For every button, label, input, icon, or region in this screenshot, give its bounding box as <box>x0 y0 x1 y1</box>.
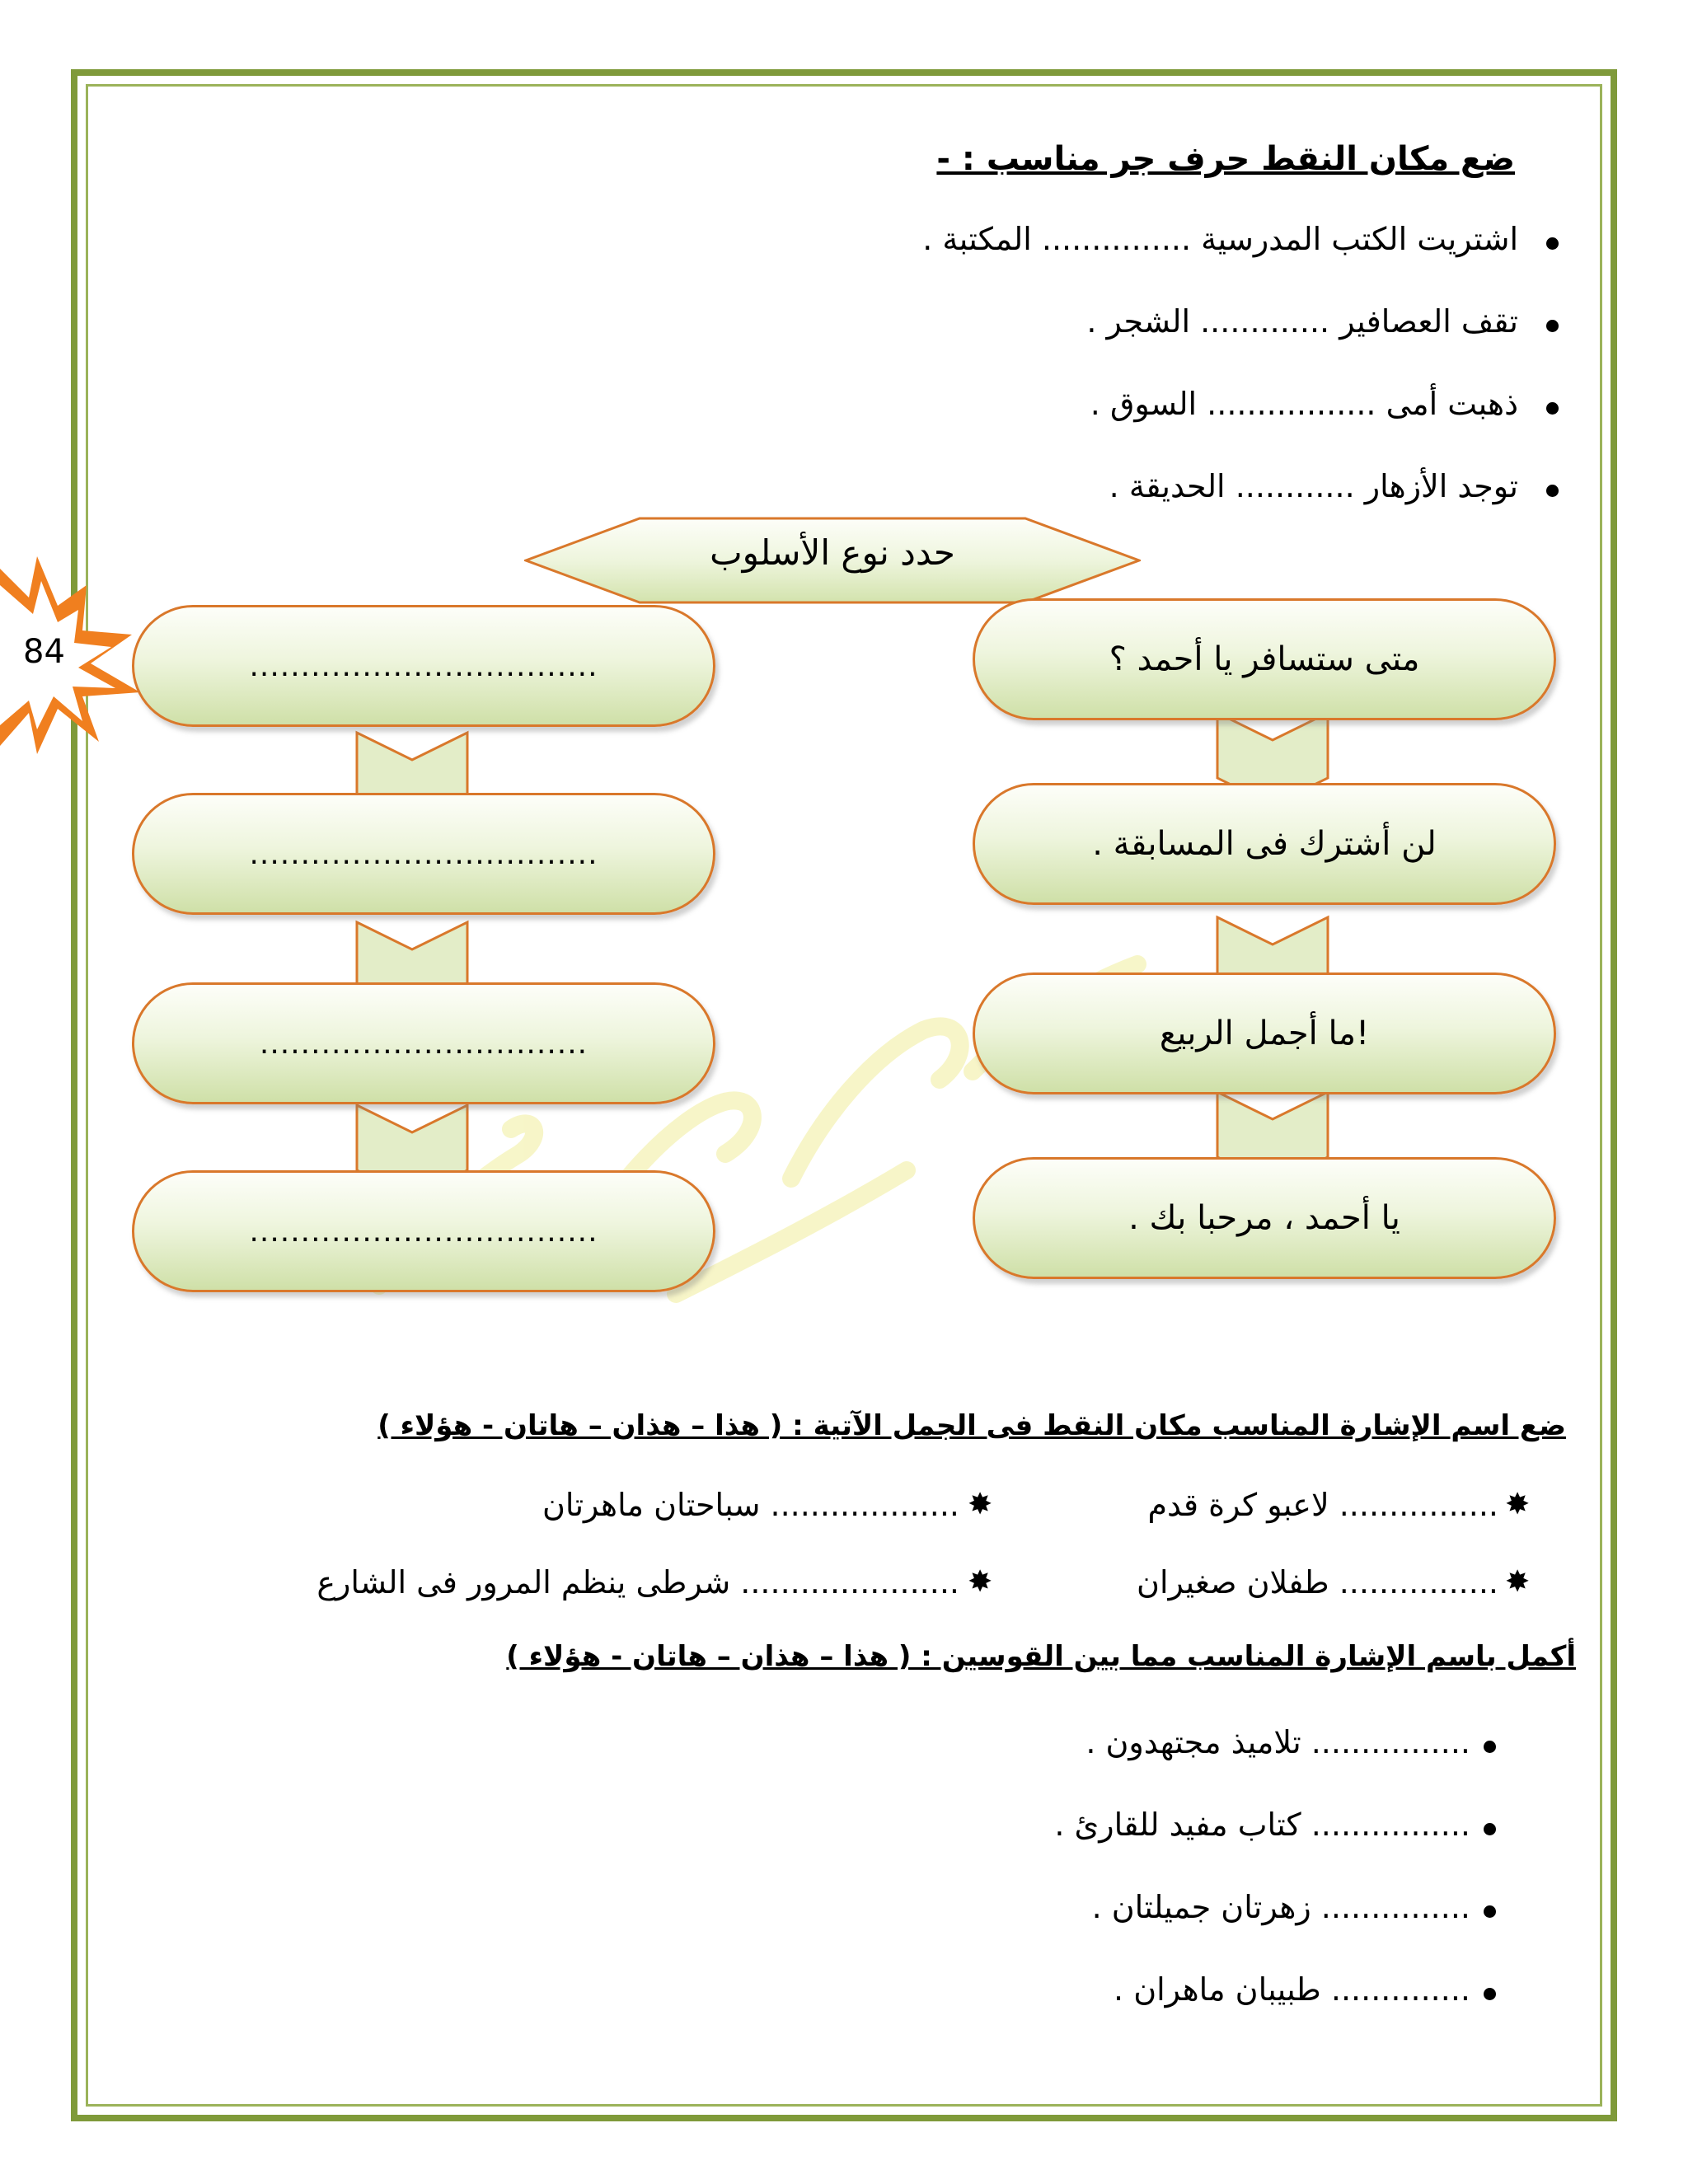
section3-item: ................ كتاب مفيد للقارئ . <box>1054 1807 1470 1843</box>
section3-item: .............. طبيبان ماهران . <box>1114 1971 1470 2008</box>
bullet <box>1546 320 1559 332</box>
section1-item: ذهبت أمى ................. السوق . <box>1090 386 1518 422</box>
section1-heading: ضع مكان النقط حرف جر مناسب : - <box>936 140 1515 178</box>
sentence-box: يا أحمد ، مرحبا بك . <box>973 1157 1556 1279</box>
answer-box: .................................. <box>132 605 715 727</box>
section2-heading: ضع اسم الإشارة المناسب مكان النقط فى الجمل الآتية : ( هذا – هذان – هاتان - هؤلاء ) <box>377 1409 1566 1442</box>
answer-box: ................................ <box>132 982 715 1104</box>
bullet <box>1546 402 1559 415</box>
section2-item: ................ طفلان صغيران <box>1137 1564 1498 1601</box>
section2-item: ................ لاعبو كرة قدم <box>1147 1487 1498 1523</box>
bullet <box>1546 237 1559 250</box>
section2-item: ...................... شرطى ينظم المرور فى الشارع <box>316 1564 959 1601</box>
bullet <box>1484 1741 1496 1753</box>
bullet <box>1484 1905 1496 1918</box>
section1-item: توجد الأزهار ............ الحديقة . <box>1109 468 1518 504</box>
section1-item: تقف العصافير ............. الشجر . <box>1086 303 1518 340</box>
bullet <box>1484 1988 1496 2000</box>
section3-item: ............... زهرتان جميلتان . <box>1091 1889 1470 1925</box>
page-number-badge <box>0 552 148 758</box>
star-icon: ✸ <box>1505 1488 1531 1521</box>
bullet <box>1484 1823 1496 1835</box>
section1-item: اشتريت الكتب المدرسية ............... المكتبة . <box>922 221 1518 257</box>
section3-heading: أكمل باسم الإشارة المناسب مما بين القوسين : ( هذا – هذان – هاتان - هؤلاء ) <box>506 1640 1576 1673</box>
page-number: 84 <box>23 633 65 671</box>
sentence-box: لن أشترك فى المسابقة . <box>973 783 1556 905</box>
bullet <box>1546 485 1559 497</box>
answer-box: .................................. <box>132 1170 715 1292</box>
sentence-box: !ما أجمل الربيع <box>973 972 1556 1094</box>
section2-item: ................... سباحتان ماهرتان <box>542 1487 959 1523</box>
answer-box: .................................. <box>132 793 715 915</box>
sentence-box: متى ستسافر يا أحمد ؟ <box>973 598 1556 720</box>
star-icon: ✸ <box>1505 1565 1531 1599</box>
flow-title: حدد نوع الأسلوب <box>710 532 955 573</box>
star-icon: ✸ <box>968 1488 993 1521</box>
section3-item: ................ تلاميذ مجتهدون . <box>1085 1724 1470 1760</box>
star-icon: ✸ <box>968 1565 993 1599</box>
